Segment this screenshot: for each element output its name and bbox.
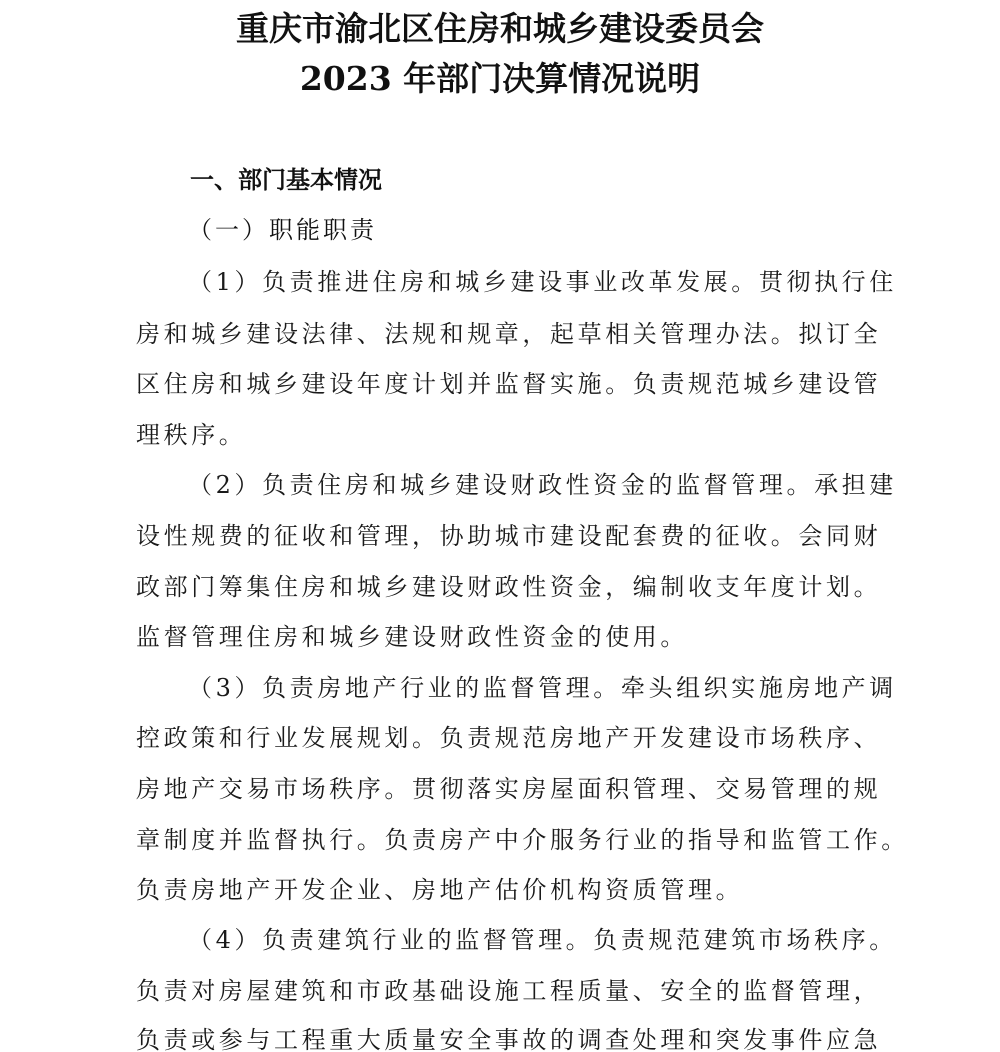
- paragraph-line: 区住房和城乡建设年度计划并监督实施。负责规范城乡建设管: [136, 370, 882, 398]
- paragraph-line: 房和城乡建设法律、法规和规章，起草相关管理办法。拟订全: [136, 320, 882, 348]
- document-title-line-1: 重庆市渝北区住房和城乡建设委员会: [236, 9, 764, 48]
- subsection-heading: （一）职能职责: [188, 216, 377, 244]
- paragraph-line: 房地产交易市场秩序。贯彻落实房屋面积管理、交易管理的规: [136, 775, 882, 803]
- paragraph-line: （2）负责住房和城乡建设财政性资金的监督管理。承担建: [188, 471, 897, 499]
- paragraph-line: 负责对房屋建筑和市政基础设施工程质量、安全的监督管理，: [136, 977, 882, 1005]
- paragraph-line: 政部门筹集住房和城乡建设财政性资金，编制收支年度计划。: [136, 573, 882, 601]
- paragraph-line: 章制度并监督执行。负责房产中介服务行业的指导和监管工作。: [136, 826, 909, 854]
- paragraph-line: 监督管理住房和城乡建设财政性资金的使用。: [136, 623, 688, 651]
- paragraph-line: （3）负责房地产行业的监督管理。牵头组织实施房地产调: [188, 674, 897, 702]
- paragraph-line: （4）负责建筑行业的监督管理。负责规范建筑市场秩序。: [188, 926, 897, 954]
- paragraph-line: 负责或参与工程重大质量安全事故的调查处理和突发事件应急: [136, 1026, 882, 1052]
- section-heading: 一、部门基本情况: [190, 166, 382, 194]
- paragraph-line: 设性规费的征收和管理，协助城市建设配套费的征收。会同财: [136, 522, 882, 550]
- document-title-line-2: 2023 年部门决算情况说明: [299, 59, 701, 98]
- paragraph-line: 控政策和行业发展规划。负责规范房地产开发建设市场秩序、: [136, 724, 882, 752]
- paragraph-line: 理秩序。: [136, 421, 247, 449]
- paragraph-line: （1）负责推进住房和城乡建设事业改革发展。贯彻执行住: [188, 268, 897, 296]
- paragraph-line: 负责房地产开发企业、房地产估价机构资质管理。: [136, 876, 744, 904]
